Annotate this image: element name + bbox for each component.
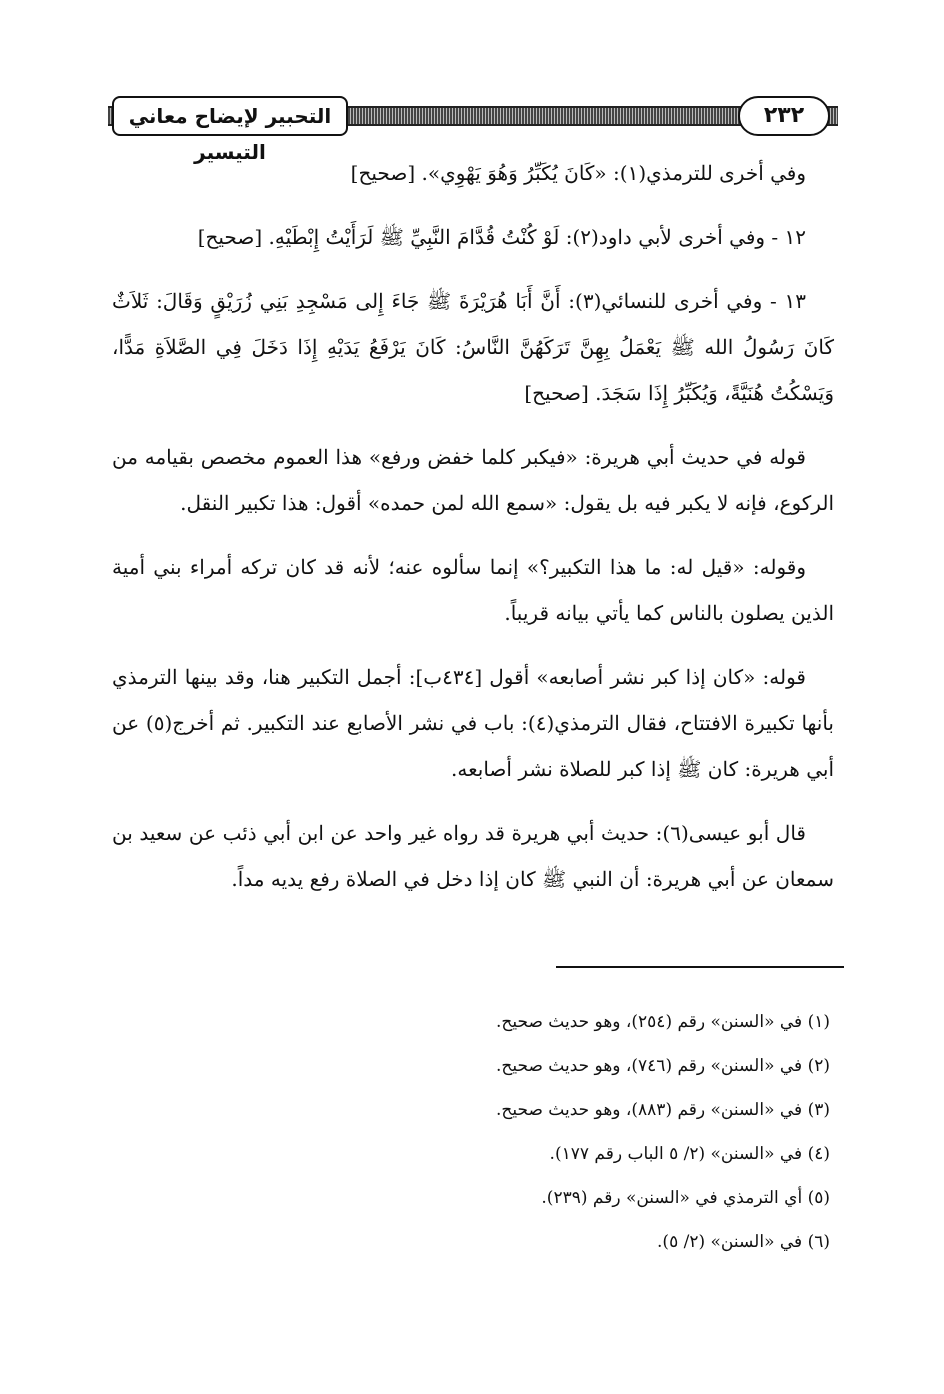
paragraph-tirmidhi-variant: وفي أخرى للترمذي(١): «كَانَ يُكَبِّرُ وَهُوَ يَهْوِي». [صحيح]	[350, 161, 806, 185]
footnote: (٦) في «السنن» (٢/ ٥).	[657, 1232, 830, 1252]
paragraph-hadith-13: ١٣ - وفي أخرى للنسائي(٣): أَنَّ أَبَا هُرَيْرَةَ ﷺ جَاءَ إِلى مَسْجِدِ بَنِي زُرَيْقٍ وَقَالَ: ثَلاَثٌ كَانَ رَسُولُ الله ﷺ يَعْمَلُ بِهِنَّ تَرَكَهُنَّ النَّاسُ: كَانَ يَرْفَعُ يَدَيْهِ إِذَا دَخَلَ فِي الصَّلاَةِ مَدًّا، وَيَسْكُتُ هُنَيَّةً، وَيُكَبِّرُ إِذَا سَجَدَ. [صحيح]	[112, 289, 834, 405]
footnote: (٥) أي الترمذي في «السنن» رقم (٢٣٩).	[541, 1188, 830, 1208]
book-title: التحبير لإيضاح معاني التيسير	[112, 96, 348, 136]
main-text	[112, 150, 834, 902]
page-number: ٢٣٢	[738, 96, 830, 136]
spacer	[112, 792, 834, 810]
footnote: (٤) في «السنن» (٢/ ٥ الباب رقم ١٧٧).	[549, 1144, 830, 1164]
footnote: (٢) في «السنن» رقم (٧٤٦)، وهو حديث صحيح.	[495, 1056, 830, 1076]
spacer	[112, 196, 834, 214]
footnote: (٣) في «السنن» رقم (٨٨٣)، وهو حديث صحيح.	[495, 1100, 830, 1120]
footnote-divider	[556, 966, 844, 968]
paragraph-commentary-1: قوله في حديث أبي هريرة: «فيكبر كلما خفض ورفع» هذا العموم مخصص بقيامه من الركوع، فإنه لا يكبر فيه بل يقول: «سمع الله لمن حمده» أقول: هذا تكبير النقل.	[112, 445, 834, 515]
paragraph-hadith-12: ١٢ - وفي أخرى لأبي داود(٢): لَوْ كُنْتُ قُدَّامَ النَّبِيِّ ﷺ لَرَأَيْتُ إِبْطَيْهِ. [صحيح]	[197, 225, 806, 249]
spacer	[112, 416, 834, 434]
paragraph-commentary-4: قال أبو عيسى(٦): حديث أبي هريرة قد رواه غير واحد عن ابن أبي ذئب عن سعيد بن سمعان عن أبي هريرة: أن النبي ﷺ كان إذا دخل في الصلاة رفع يديه مداً.	[112, 821, 834, 891]
paragraph-commentary-3: قوله: «كان إذا كبر نشر أصابعه» أقول [٤٣٤ب]: أجمل التكبير هنا، وقد بينها الترمذي بأنها تكبيرة الافتتاح، فقال الترمذي(٤): باب في نشر الأصابع عند التكبير. ثم أخرج(٥) عن أبي هريرة: كان ﷺ إذا كبر للصلاة نشر أصابعه.	[112, 665, 834, 781]
spacer	[112, 260, 834, 278]
footnotes	[112, 1000, 834, 1264]
spacer	[112, 526, 834, 544]
spacer	[112, 636, 834, 654]
footnote: (١) في «السنن» رقم (٢٥٤)، وهو حديث صحيح.	[495, 1012, 830, 1032]
page-header	[108, 94, 838, 164]
paragraph-commentary-2: وقوله: «قيل له: ما هذا التكبير؟» إنما سألوه عنه؛ لأنه قد كان تركه أمراء بني أمية الذين يصلون بالناس كما يأتي بيانه قريباً.	[112, 555, 834, 625]
